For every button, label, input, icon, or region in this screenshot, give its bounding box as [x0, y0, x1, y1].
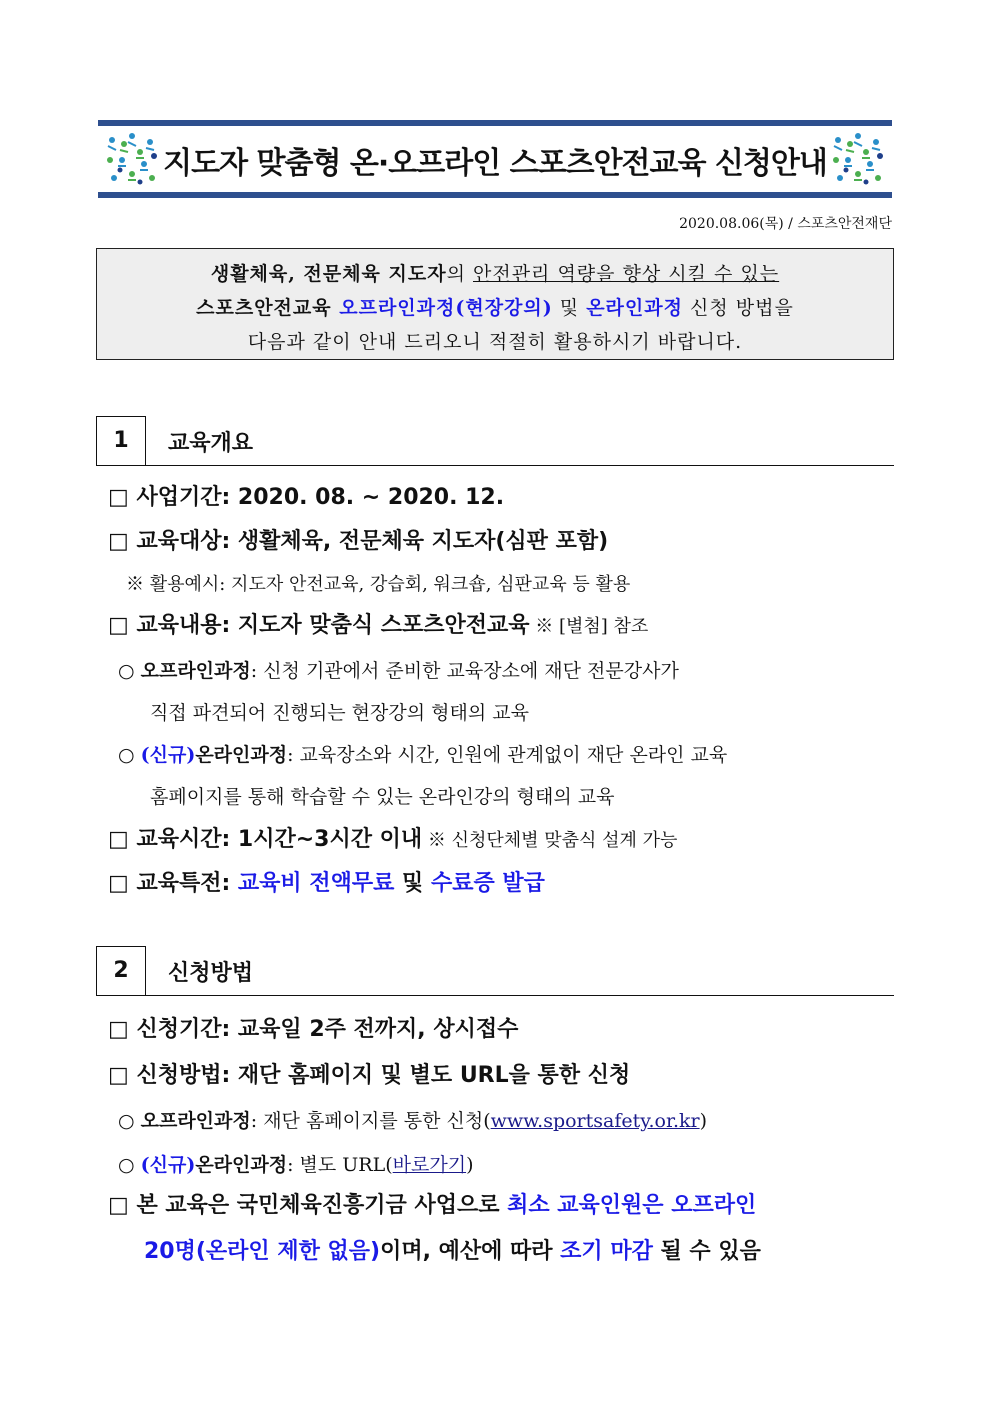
s2-offline-desc: : 재단 홈페이지를 통한 신청(	[250, 1110, 491, 1132]
sports-people-logo-right-icon	[828, 130, 888, 188]
s1-time-note: ※ 신청단체별 맞춤식 설계 가능	[422, 830, 678, 851]
section-1-header	[96, 416, 894, 466]
s1-content-note: ※ [별첨] 참조	[529, 616, 649, 637]
s2-notice-min: 최소 교육인원은 오프라인	[507, 1193, 757, 1218]
s2-offline-label: 오프라인과정	[140, 1110, 251, 1132]
s1-online-desc: : 교육장소와 시간, 인원에 관계없이 재단 온라인 교육	[287, 744, 728, 766]
s1-benefit-and: 및	[394, 871, 431, 896]
title-banner	[98, 120, 892, 198]
s2-offline	[118, 1106, 707, 1133]
date-publisher: 2020.08.06(목) / 스포츠안전재단	[679, 216, 892, 232]
s2-offline-bullet: ○	[118, 1110, 141, 1132]
s2-notice-count: 20명(온라인 제한 없음)	[144, 1239, 381, 1264]
s2-method: □ 신청방법: 재단 홈페이지 및 별도 URL을 통한 신청	[108, 1063, 631, 1088]
s1-target: □ 교육대상: 생활체육, 전문체육 지도자(심판 포함)	[108, 529, 609, 554]
intro-online: 온라인과정	[586, 297, 683, 319]
s1-period: □ 사업기간: 2020. 08. ~ 2020. 12.	[108, 485, 505, 510]
s2-online	[118, 1150, 474, 1177]
s1-offline-label: 오프라인과정	[140, 660, 251, 682]
page-title: 지도자 맞춤형 온·오프라인 스포츠안전교육 신청안내	[163, 146, 827, 181]
s2-shortcut-link[interactable]: 바로가기	[392, 1154, 467, 1176]
s1-offline-desc: : 신청 기관에서 준비한 교육장소에 재단 전문강사가	[250, 660, 679, 682]
intro-line-2	[97, 293, 893, 320]
s1-time	[108, 822, 677, 853]
section-1-rule	[96, 465, 894, 467]
intro-particle: 의	[446, 263, 473, 285]
banner-bottom-bar	[98, 192, 892, 198]
s2-homepage-link[interactable]: www.sportsafety.or.kr	[490, 1110, 700, 1132]
intro-capability: 안전관리 역량을 향상 시킬 수 있는	[473, 263, 780, 285]
s1-benefit	[108, 866, 545, 897]
s2-online-new: (신규)	[140, 1154, 196, 1176]
s2-notice-early: 조기 마감	[560, 1239, 653, 1264]
s1-online-bullet: ○	[118, 744, 141, 766]
intro-line-3: 다음과 같이 안내 드리오니 적절히 활용하시기 바랍니다.	[247, 331, 743, 353]
intro-line-1	[97, 259, 893, 286]
intro-and: 및	[552, 297, 587, 319]
s1-content	[108, 608, 648, 639]
section-1-number: 1	[96, 416, 146, 466]
s1-benefit-free: 교육비 전액무료	[237, 871, 395, 896]
section-2-title: 신청방법	[168, 961, 254, 986]
section-2-header	[96, 946, 894, 996]
s1-offline-cont: 직접 파견되어 진행되는 현장강의 형태의 교육	[150, 702, 529, 724]
section-1-title: 교육개요	[168, 431, 254, 456]
s2-notice-cont	[144, 1234, 761, 1265]
s1-online-new: (신규)	[140, 744, 196, 766]
s2-online-desc: : 별도 URL(	[287, 1154, 393, 1176]
s1-offline	[118, 656, 896, 683]
s2-period: □ 신청기간: 교육일 2주 전까지, 상시접수	[108, 1017, 519, 1042]
s1-online-cont: 홈페이지를 통해 학습할 수 있는 온라인강의 형태의 교육	[150, 786, 615, 808]
s2-online-bullet: ○	[118, 1154, 141, 1176]
s2-offline-close: )	[699, 1110, 708, 1132]
s1-time-main: □ 교육시간: 1시간~3시간 이내	[108, 827, 423, 852]
s2-notice	[108, 1188, 756, 1219]
s1-content-main: □ 교육내용: 지도자 맞춤식 스포츠안전교육	[108, 613, 530, 638]
intro-method: 신청 방법을	[682, 297, 794, 319]
s2-online-close: )	[466, 1154, 474, 1176]
s2-notice-end: 될 수 있음	[652, 1239, 761, 1264]
intro-box	[96, 248, 894, 360]
intro-target: 생활체육, 전문체육 지도자	[210, 263, 447, 285]
s1-benefit-label: □ 교육특전:	[108, 871, 238, 896]
s1-example: ※ 활용예시: 지도자 안전교육, 강습회, 워크숍, 심판교육 등 활용	[126, 574, 631, 595]
s1-offline-bullet: ○	[118, 660, 141, 682]
s2-notice-main: □ 본 교육은 국민체육진흥기금 사업으로	[108, 1193, 508, 1218]
section-2-number: 2	[96, 946, 146, 996]
section-2-rule	[96, 995, 894, 997]
s1-benefit-cert: 수료증 발급	[430, 871, 545, 896]
banner-top-bar	[98, 120, 892, 126]
s1-online	[118, 740, 727, 767]
intro-program: 스포츠안전교육	[196, 297, 340, 319]
intro-offline: 오프라인과정(현장강의)	[339, 297, 553, 319]
s2-online-label: 온라인과정	[195, 1154, 288, 1176]
s1-online-label: 온라인과정	[195, 744, 288, 766]
s2-notice-budget: 이며, 예산에 따라	[380, 1239, 561, 1264]
